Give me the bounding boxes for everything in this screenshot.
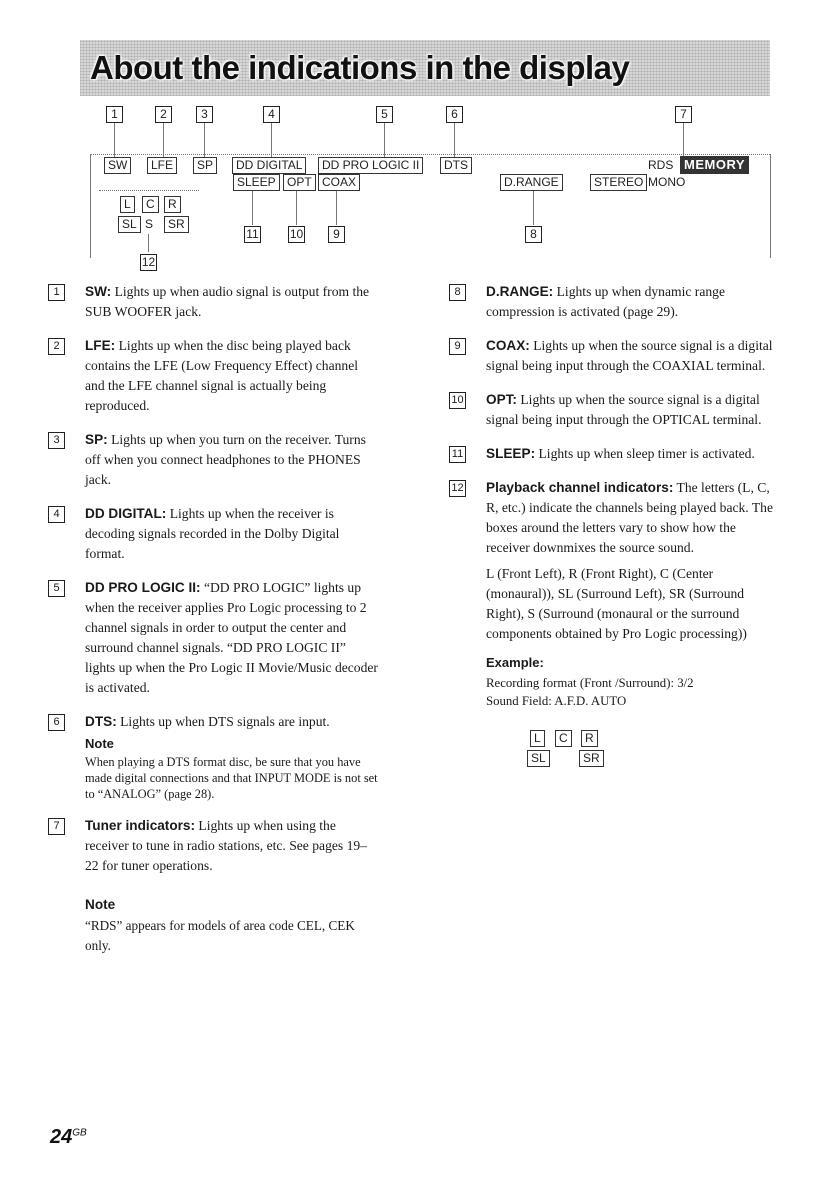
item-number: 4 (48, 506, 65, 523)
display-frame-left (90, 154, 91, 258)
item-drange (449, 282, 779, 322)
page-number-suffix: GB (72, 1127, 87, 1139)
item-term: DD PRO LOGIC II: (85, 580, 201, 595)
item-text: Lights up when the receiver is decoding signals recorded in the Dolby Digital format. (85, 506, 340, 561)
item-text: Lights up when the source signal is a digital signal being input through the COAXIAL terminal. (486, 338, 773, 373)
callout-5: 5 (376, 106, 393, 123)
note-heading: Note (85, 897, 116, 912)
item-text: “DD PRO LOGIC” lights up when the receiver applies Pro Logic processing to 2 channel signals in order to output the center and surround channel signals. “DD PRO LOGIC II” lights up when the Pro Logic II Movie/Music decoder is activated. (85, 580, 378, 695)
seg-prologic: DD PRO LOGIC II (318, 157, 423, 174)
seg-drange: D.RANGE (500, 174, 563, 191)
item-sp (48, 430, 378, 490)
leader-11 (252, 191, 253, 225)
channel-legend: L (Front Left), R (Front Right), C (Center (monaural)), SL (Surround Left), SR (Surround Right), S (Surround (monaural or the surround components obtained by Pro Logic processing)) (486, 566, 747, 641)
item-text: Lights up when DTS signals are input. (116, 714, 330, 729)
example-sound-field: Sound Field: A.F.D. AUTO (486, 694, 627, 708)
leader-8 (533, 191, 534, 225)
item-number: 6 (48, 714, 65, 731)
leader-4 (271, 123, 272, 157)
example-heading: Example: (486, 655, 544, 670)
item-text: Lights up when using the receiver to tune in radio stations, etc. See pages 19–22 for tuner operations. (85, 818, 367, 873)
seg-channel-c: C (142, 196, 159, 213)
item-term: D.RANGE: (486, 284, 554, 299)
seg-opt: OPT (283, 174, 316, 191)
note-rds (85, 894, 378, 956)
callout-9: 9 (328, 226, 345, 243)
item-text: Lights up when the disc being played back contains the LFE (Low Frequency Effect) channel and the LFE channel signal is actually being reproduced. (85, 338, 359, 413)
item-number: 5 (48, 580, 65, 597)
item-number: 2 (48, 338, 65, 355)
item-dolby-digital (48, 504, 378, 564)
item-text: Lights up when you turn on the receiver. Turns off when you connect headphones to the PHONES jack. (85, 432, 366, 487)
seg-rds: RDS (648, 158, 674, 172)
left-column (48, 282, 378, 956)
item-tuner (48, 816, 378, 876)
note-heading: Note (85, 736, 114, 751)
seg-memory: MEMORY (680, 156, 749, 174)
leader-7 (683, 123, 684, 157)
callout-12: 12 (141, 255, 156, 269)
leader-9 (336, 191, 337, 225)
leader-12 (148, 234, 149, 252)
channel-group-frame (99, 190, 199, 191)
callout-11: 11 (244, 226, 261, 243)
seg-dts: DTS (440, 157, 472, 174)
callout-6: 6 (446, 106, 463, 123)
item-term: Playback channel indicators: (486, 480, 674, 495)
display-diagram (0, 0, 824, 300)
seg-channel-sr: SR (164, 216, 189, 233)
item-lfe (48, 336, 378, 416)
item-sleep (449, 444, 779, 464)
seg-digital: DD DIGITAL (232, 157, 306, 174)
item-term: OPT: (486, 392, 517, 407)
callout-8: 8 (525, 226, 542, 243)
callout-2: 2 (155, 106, 172, 123)
seg-channel-s: S (145, 217, 154, 231)
seg-lfe: LFE (147, 157, 177, 174)
item-coax (449, 336, 779, 376)
item-number: 10 (449, 392, 466, 409)
right-column (449, 282, 779, 780)
item-text: Lights up when audio signal is output from the SUB WOOFER jack. (85, 284, 370, 319)
leader-3 (204, 123, 205, 157)
item-number: 3 (48, 432, 65, 449)
leader-6 (454, 123, 455, 157)
callout-3: 3 (196, 106, 213, 123)
seg-channel-l: L (120, 196, 135, 213)
seg-sleep: SLEEP (233, 174, 280, 191)
channel-details (486, 564, 779, 780)
example-channel-l: L (530, 730, 545, 747)
item-number: 8 (449, 284, 466, 301)
item-text: The letters (L, C, R, etc.) indicate the channels being played back. The boxes around the letters vary to show how the receiver downmixes the source sound. (486, 480, 773, 555)
example-channel-sl: SL (527, 750, 550, 767)
item-number: 1 (48, 284, 65, 301)
item-term: DTS: (85, 714, 117, 729)
seg-coax: COAX (318, 174, 360, 191)
leader-10 (296, 191, 297, 225)
callout-7: 7 (675, 106, 692, 123)
item-term: SW: (85, 284, 112, 299)
example-channel-c: C (555, 730, 572, 747)
item-number: 11 (449, 446, 466, 463)
item-term: LFE: (85, 338, 116, 353)
seg-channel-sl: SL (118, 216, 141, 233)
callout-1: 1 (106, 106, 123, 123)
leader-1 (114, 123, 115, 157)
display-frame-top (90, 154, 770, 155)
leader-2 (163, 123, 164, 157)
item-playback-channels (449, 478, 779, 558)
display-frame-right (770, 154, 771, 258)
page-title: About the indications in the display (90, 49, 630, 86)
page-number-value: 24 (50, 1126, 73, 1148)
example-channel-sr: SR (579, 750, 604, 767)
item-term: Tuner indicators: (85, 818, 196, 833)
item-term: SP: (85, 432, 108, 447)
item-pro-logic (48, 578, 378, 698)
item-opt (449, 390, 779, 430)
item-text: Lights up when dynamic range compression is activated (page 29). (486, 284, 725, 319)
seg-channel-r: R (164, 196, 181, 213)
example-channel-r: R (581, 730, 598, 747)
item-term: SLEEP: (486, 446, 536, 461)
item-dts (48, 712, 378, 732)
example-recording-format: Recording format (Front /Surround): 3/2 (486, 676, 694, 690)
item-term: COAX: (486, 338, 530, 353)
seg-sw: SW (104, 157, 131, 174)
note-dts (85, 734, 378, 802)
callout-4: 4 (263, 106, 280, 123)
item-text: Lights up when sleep timer is activated. (535, 446, 755, 461)
page-number (50, 1126, 87, 1149)
example-channel-indicators (486, 730, 779, 780)
leader-5 (384, 123, 385, 157)
item-term: DD DIGITAL: (85, 506, 167, 521)
note-text: When playing a DTS format disc, be sure that you have made digital connections and that INPUT MODE is not set to “ANALOG” (page 28). (85, 755, 378, 801)
item-text: Lights up when the source signal is a digital signal being input through the OPTICAL terminal. (486, 392, 762, 427)
seg-mono: MONO (648, 175, 686, 189)
seg-stereo: STEREO (590, 174, 647, 191)
item-sw (48, 282, 378, 322)
seg-sp: SP (193, 157, 217, 174)
item-number: 7 (48, 818, 65, 835)
note-text: “RDS” appears for models of area code CEL, CEK only. (85, 918, 355, 953)
item-number: 9 (449, 338, 466, 355)
callout-10: 10 (289, 227, 304, 241)
item-number: 12 (449, 480, 466, 497)
